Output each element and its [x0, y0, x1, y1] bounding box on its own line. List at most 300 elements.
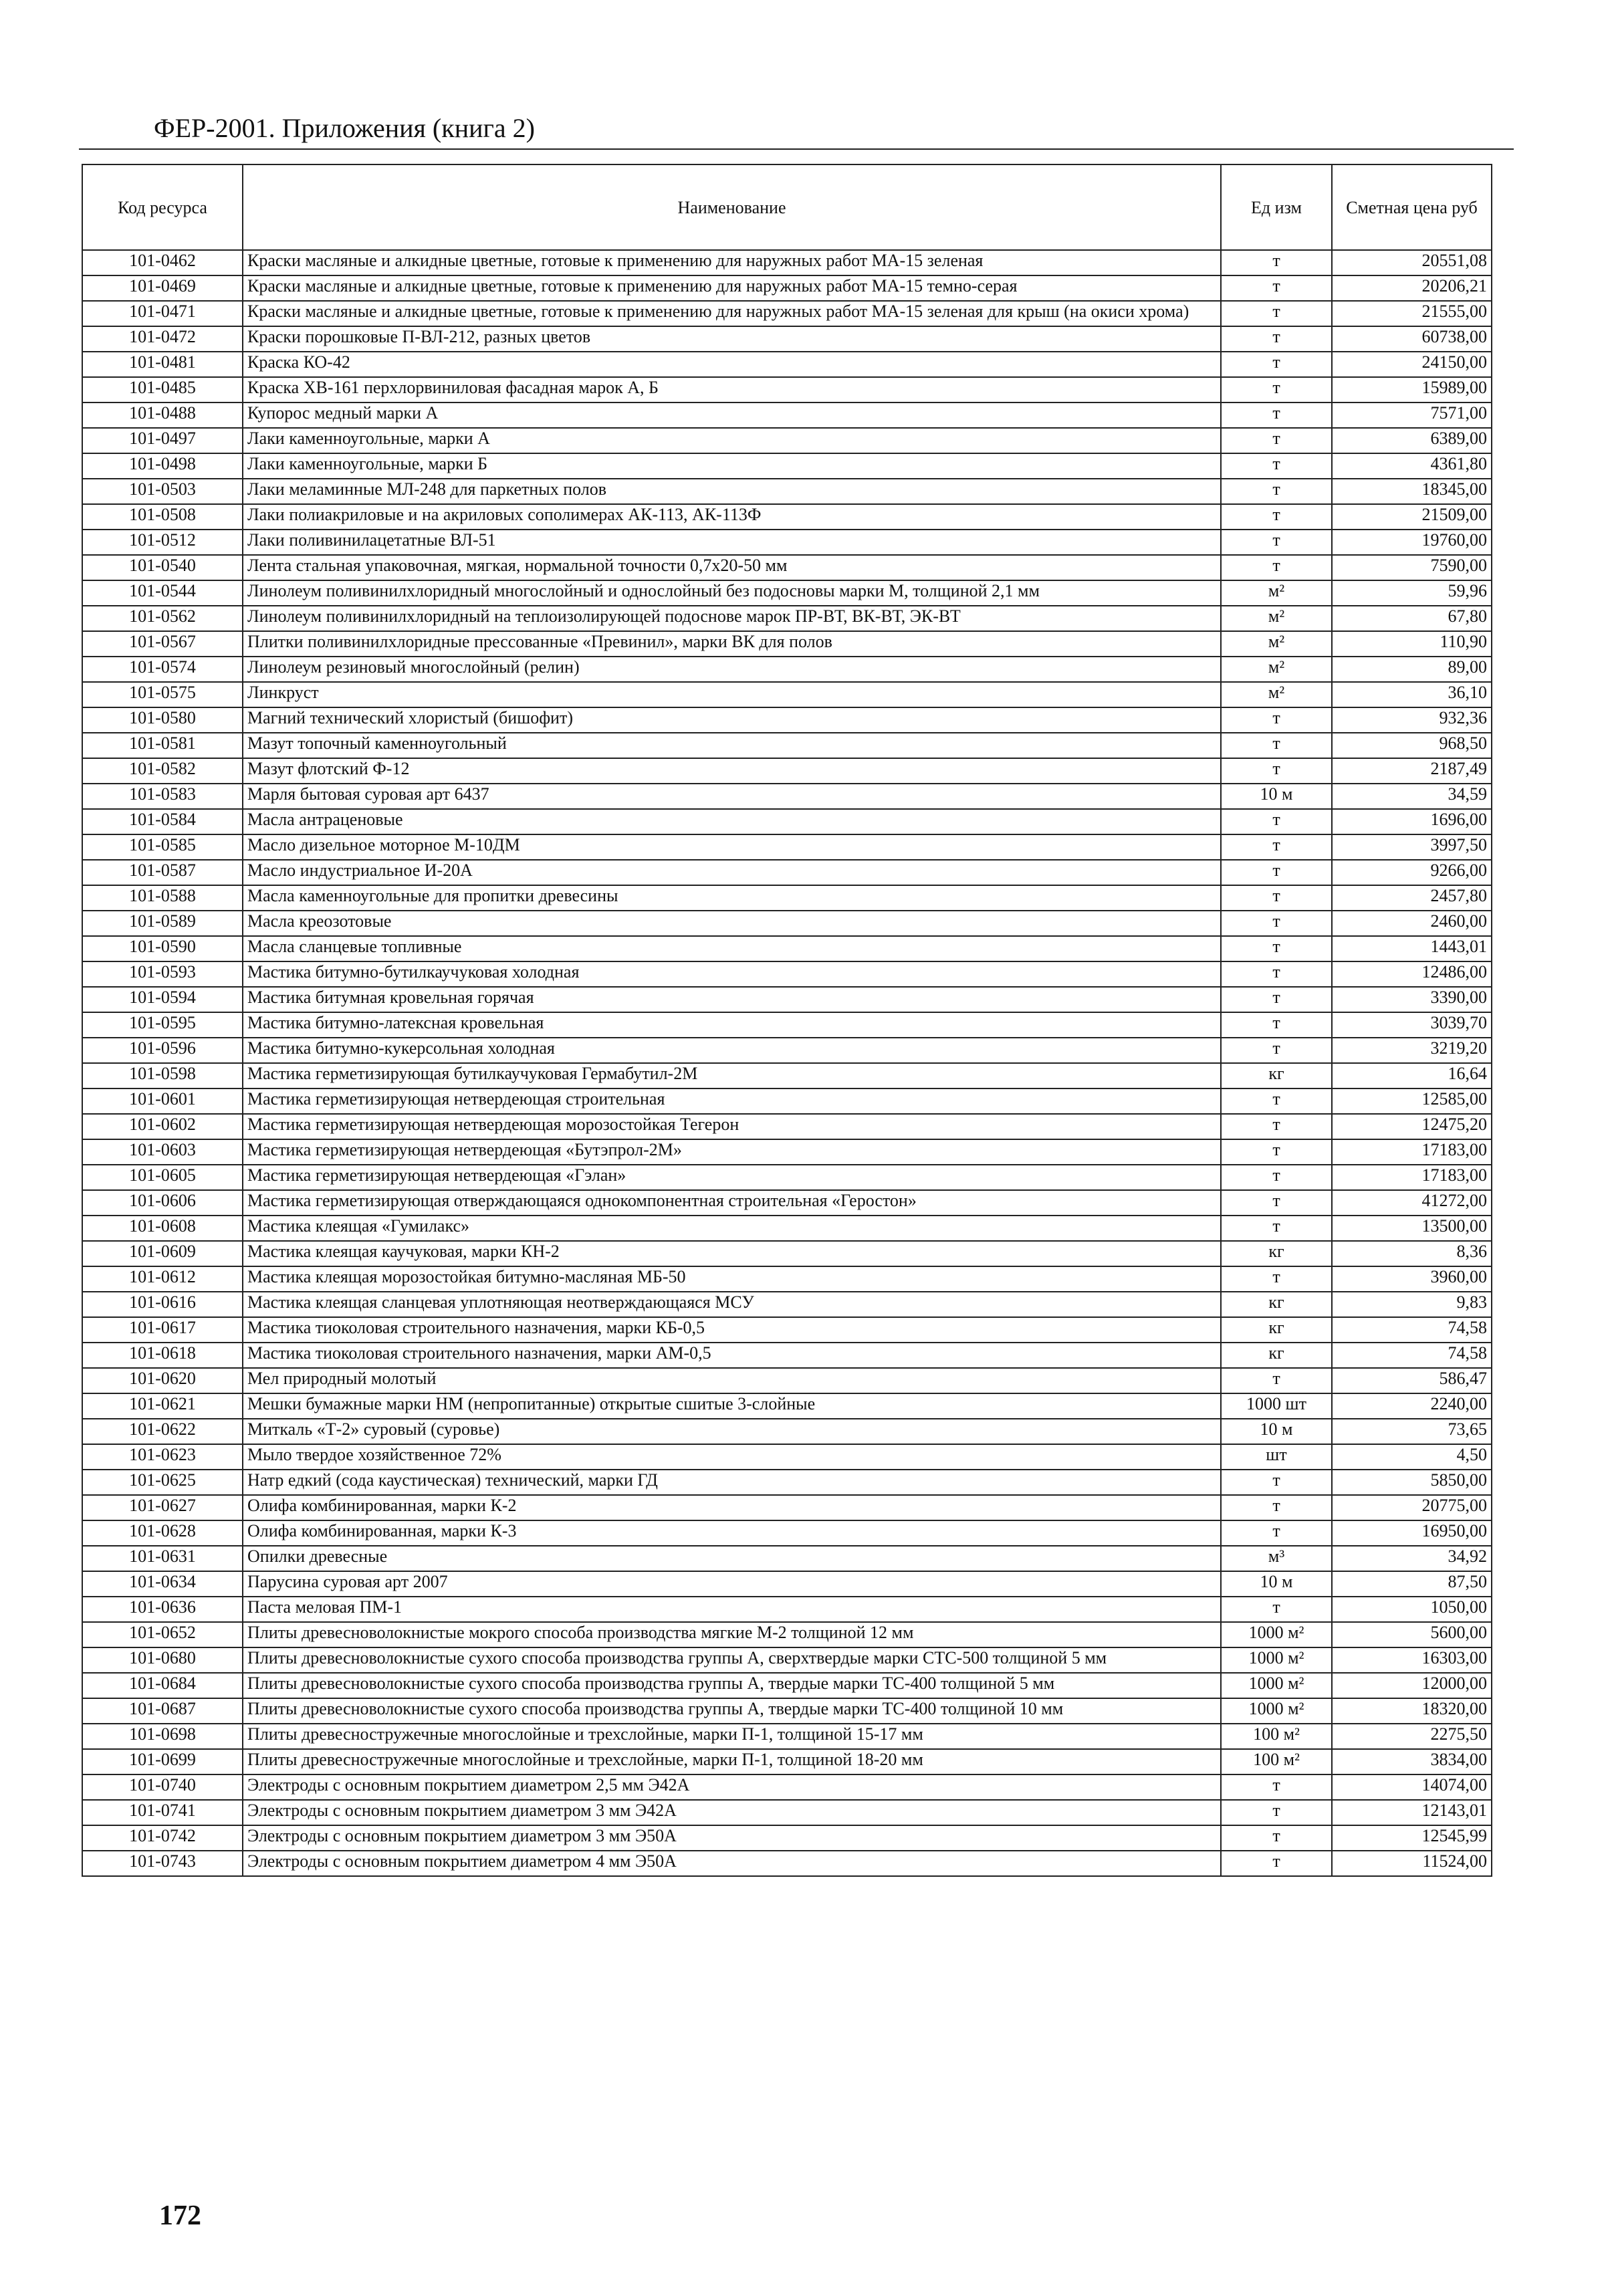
cell-price: 73,65: [1332, 1419, 1492, 1444]
cell-unit: 1000 м²: [1221, 1698, 1332, 1724]
cell-name: Мастика герметизирующая отверждающаяся однокомпонентная строительная «Геростон»: [243, 1190, 1221, 1216]
cell-name: Купорос медный марки А: [243, 403, 1221, 428]
cell-name: Мастика клеящая «Гумилакс»: [243, 1216, 1221, 1241]
cell-price: 17183,00: [1332, 1165, 1492, 1190]
table-row: [82, 961, 1492, 987]
cell-code: 101-0620: [82, 1368, 243, 1393]
cell-unit: кг: [1221, 1241, 1332, 1266]
cell-name: Лаки каменноугольные, марки А: [243, 428, 1221, 453]
cell-name: Электроды с основным покрытием диаметром 3 мм Э42А: [243, 1800, 1221, 1825]
cell-unit: т: [1221, 1368, 1332, 1393]
table-row: [82, 1063, 1492, 1088]
table-row: [82, 911, 1492, 936]
cell-price: 12000,00: [1332, 1673, 1492, 1698]
cell-code: 101-0628: [82, 1520, 243, 1546]
cell-code: 101-0562: [82, 606, 243, 631]
cell-name: Масла каменноугольные для пропитки древесины: [243, 885, 1221, 911]
table-row: [82, 733, 1492, 758]
cell-name: Мыло твердое хозяйственное 72%: [243, 1444, 1221, 1470]
cell-name: Мастика герметизирующая нетвердеющая «Гэлан»: [243, 1165, 1221, 1190]
cell-unit: т: [1221, 479, 1332, 504]
cell-code: 101-0622: [82, 1419, 243, 1444]
cell-code: 101-0544: [82, 580, 243, 606]
cell-unit: т: [1221, 555, 1332, 580]
cell-unit: 10 м: [1221, 784, 1332, 809]
cell-price: 110,90: [1332, 631, 1492, 657]
table-row: [82, 1012, 1492, 1038]
cell-name: Парусина суровая арт 2007: [243, 1571, 1221, 1597]
page-header-title: ФЕР-2001. Приложения (книга 2): [154, 113, 535, 143]
cell-price: 16950,00: [1332, 1520, 1492, 1546]
cell-name: Плитки поливинилхлоридные прессованные «Превинил», марки ВК для полов: [243, 631, 1221, 657]
cell-unit: 1000 м²: [1221, 1622, 1332, 1647]
cell-unit: т: [1221, 1190, 1332, 1216]
cell-name: Мастика клеящая каучуковая, марки КН-2: [243, 1241, 1221, 1266]
table-row: [82, 1190, 1492, 1216]
table-row: [82, 657, 1492, 682]
cell-price: 74,58: [1332, 1317, 1492, 1343]
cell-unit: т: [1221, 1266, 1332, 1292]
cell-price: 3039,70: [1332, 1012, 1492, 1038]
table-row: [82, 555, 1492, 580]
cell-code: 101-0593: [82, 961, 243, 987]
cell-unit: т: [1221, 1470, 1332, 1495]
cell-code: 101-0612: [82, 1266, 243, 1292]
table-row: [82, 428, 1492, 453]
cell-price: 14074,00: [1332, 1774, 1492, 1800]
cell-name: Натр едкий (сода каустическая) технический, марки ГД: [243, 1470, 1221, 1495]
cell-price: 932,36: [1332, 707, 1492, 733]
cell-unit: т: [1221, 834, 1332, 860]
cell-price: 4,50: [1332, 1444, 1492, 1470]
cell-name: Лаки каменноугольные, марки Б: [243, 453, 1221, 479]
table-row: [82, 936, 1492, 961]
cell-price: 3390,00: [1332, 987, 1492, 1012]
cell-price: 74,58: [1332, 1343, 1492, 1368]
cell-code: 101-0584: [82, 809, 243, 834]
cell-name: Олифа комбинированная, марки К-2: [243, 1495, 1221, 1520]
cell-price: 21555,00: [1332, 301, 1492, 326]
cell-code: 101-0594: [82, 987, 243, 1012]
cell-unit: т: [1221, 809, 1332, 834]
cell-unit: 1000 м²: [1221, 1647, 1332, 1673]
table-row: [82, 530, 1492, 555]
cell-price: 586,47: [1332, 1368, 1492, 1393]
cell-unit: кг: [1221, 1343, 1332, 1368]
table-row: [82, 1749, 1492, 1774]
column-header-name: Наименование: [243, 164, 1221, 250]
cell-price: 1050,00: [1332, 1597, 1492, 1622]
cell-unit: т: [1221, 352, 1332, 377]
cell-price: 15989,00: [1332, 377, 1492, 403]
cell-price: 18345,00: [1332, 479, 1492, 504]
cell-code: 101-0512: [82, 530, 243, 555]
table-row: [82, 1495, 1492, 1520]
cell-price: 2460,00: [1332, 911, 1492, 936]
cell-code: 101-0680: [82, 1647, 243, 1673]
cell-name: Мастика клеящая сланцевая уплотняющая неотверждающаяся МСУ: [243, 1292, 1221, 1317]
cell-price: 67,80: [1332, 606, 1492, 631]
cell-code: 101-0618: [82, 1343, 243, 1368]
cell-name: Мастика битумно-бутилкаучуковая холодная: [243, 961, 1221, 987]
cell-code: 101-0602: [82, 1114, 243, 1139]
cell-unit: м²: [1221, 580, 1332, 606]
table-row: [82, 1520, 1492, 1546]
cell-code: 101-0567: [82, 631, 243, 657]
cell-price: 6389,00: [1332, 428, 1492, 453]
cell-code: 101-0606: [82, 1190, 243, 1216]
cell-unit: т: [1221, 1597, 1332, 1622]
cell-code: 101-0684: [82, 1673, 243, 1698]
cell-price: 2457,80: [1332, 885, 1492, 911]
cell-name: Масла сланцевые топливные: [243, 936, 1221, 961]
cell-price: 34,92: [1332, 1546, 1492, 1571]
table-row: [82, 504, 1492, 530]
cell-unit: т: [1221, 250, 1332, 275]
cell-name: Масла креозотовые: [243, 911, 1221, 936]
cell-price: 12545,99: [1332, 1825, 1492, 1851]
table-row: [82, 834, 1492, 860]
table-row: [82, 1444, 1492, 1470]
page-number: 172: [159, 2200, 201, 2231]
cell-name: Мастика битумно-латексная кровельная: [243, 1012, 1221, 1038]
cell-price: 9,83: [1332, 1292, 1492, 1317]
cell-name: Опилки древесные: [243, 1546, 1221, 1571]
cell-unit: т: [1221, 1800, 1332, 1825]
cell-code: 101-0621: [82, 1393, 243, 1419]
table-row: [82, 1851, 1492, 1876]
cell-price: 7590,00: [1332, 555, 1492, 580]
table-row: [82, 403, 1492, 428]
cell-price: 8,36: [1332, 1241, 1492, 1266]
cell-price: 3219,20: [1332, 1038, 1492, 1063]
cell-unit: т: [1221, 301, 1332, 326]
cell-unit: т: [1221, 377, 1332, 403]
cell-code: 101-0598: [82, 1063, 243, 1088]
cell-unit: кг: [1221, 1317, 1332, 1343]
cell-name: Электроды с основным покрытием диаметром 2,5 мм Э42А: [243, 1774, 1221, 1800]
cell-unit: т: [1221, 1088, 1332, 1114]
cell-code: 101-0481: [82, 352, 243, 377]
cell-name: Масло индустриальное И-20А: [243, 860, 1221, 885]
table-row: [82, 606, 1492, 631]
cell-code: 101-0485: [82, 377, 243, 403]
cell-name: Мастика герметизирующая нетвердеющая морозостойкая Тегерон: [243, 1114, 1221, 1139]
cell-unit: т: [1221, 1114, 1332, 1139]
cell-unit: 10 м: [1221, 1571, 1332, 1597]
cell-name: Миткаль «Т-2» суровый (суровье): [243, 1419, 1221, 1444]
cell-code: 101-0595: [82, 1012, 243, 1038]
cell-price: 17183,00: [1332, 1139, 1492, 1165]
table-row: [82, 301, 1492, 326]
table-row: [82, 860, 1492, 885]
cell-name: Паста меловая ПМ-1: [243, 1597, 1221, 1622]
cell-name: Краска КО-42: [243, 352, 1221, 377]
cell-price: 5600,00: [1332, 1622, 1492, 1647]
table-row: [82, 377, 1492, 403]
cell-unit: м²: [1221, 682, 1332, 707]
cell-price: 3997,50: [1332, 834, 1492, 860]
cell-price: 24150,00: [1332, 352, 1492, 377]
cell-price: 2187,49: [1332, 758, 1492, 784]
cell-unit: т: [1221, 275, 1332, 301]
table-row: [82, 1114, 1492, 1139]
cell-unit: т: [1221, 403, 1332, 428]
cell-code: 101-0590: [82, 936, 243, 961]
cell-code: 101-0508: [82, 504, 243, 530]
cell-code: 101-0471: [82, 301, 243, 326]
cell-name: Мешки бумажные марки НМ (непропитанные) открытые сшитые 3-слойные: [243, 1393, 1221, 1419]
cell-price: 5850,00: [1332, 1470, 1492, 1495]
table-row: [82, 1368, 1492, 1393]
cell-price: 12143,01: [1332, 1800, 1492, 1825]
cell-unit: т: [1221, 758, 1332, 784]
table-row: [82, 1647, 1492, 1673]
cell-name: Марля бытовая суровая арт 6437: [243, 784, 1221, 809]
cell-code: 101-0580: [82, 707, 243, 733]
cell-price: 19760,00: [1332, 530, 1492, 555]
cell-unit: 1000 м²: [1221, 1673, 1332, 1698]
cell-name: Краски масляные и алкидные цветные, готовые к применению для наружных работ МА-15 темно-серая: [243, 275, 1221, 301]
cell-name: Мастика клеящая морозостойкая битумно-масляная МБ-50: [243, 1266, 1221, 1292]
cell-code: 101-0742: [82, 1825, 243, 1851]
cell-unit: т: [1221, 860, 1332, 885]
cell-name: Масло дизельное моторное М-10ДМ: [243, 834, 1221, 860]
cell-price: 2240,00: [1332, 1393, 1492, 1419]
table-row: [82, 1470, 1492, 1495]
cell-unit: т: [1221, 1774, 1332, 1800]
table-row: [82, 1343, 1492, 1368]
cell-name: Мастика герметизирующая нетвердеющая «Бутэпрол-2М»: [243, 1139, 1221, 1165]
cell-code: 101-0472: [82, 326, 243, 352]
cell-code: 101-0740: [82, 1774, 243, 1800]
cell-unit: 100 м²: [1221, 1749, 1332, 1774]
cell-code: 101-0540: [82, 555, 243, 580]
table-row: [82, 1597, 1492, 1622]
table-row: [82, 1825, 1492, 1851]
cell-code: 101-0575: [82, 682, 243, 707]
cell-name: Олифа комбинированная, марки К-3: [243, 1520, 1221, 1546]
table-row: [82, 1774, 1492, 1800]
table-row: [82, 580, 1492, 606]
table-row: [82, 1571, 1492, 1597]
cell-name: Краски масляные и алкидные цветные, готовые к применению для наружных работ МА-15 зеленая для крыш (на окиси хрома): [243, 301, 1221, 326]
cell-unit: т: [1221, 1825, 1332, 1851]
cell-name: Плиты древесностружечные многослойные и трехслойные, марки П-1, толщиной 18-20 мм: [243, 1749, 1221, 1774]
cell-price: 87,50: [1332, 1571, 1492, 1597]
cell-code: 101-0574: [82, 657, 243, 682]
table-row: [82, 275, 1492, 301]
cell-unit: кг: [1221, 1063, 1332, 1088]
cell-price: 11524,00: [1332, 1851, 1492, 1876]
cell-code: 101-0601: [82, 1088, 243, 1114]
table-row: [82, 1317, 1492, 1343]
cell-unit: т: [1221, 1139, 1332, 1165]
cell-price: 20551,08: [1332, 250, 1492, 275]
column-header-code: Код ресурса: [82, 164, 243, 250]
cell-unit: м³: [1221, 1546, 1332, 1571]
cell-code: 101-0488: [82, 403, 243, 428]
cell-unit: т: [1221, 453, 1332, 479]
cell-price: 20775,00: [1332, 1495, 1492, 1520]
cell-name: Электроды с основным покрытием диаметром 3 мм Э50А: [243, 1825, 1221, 1851]
cell-code: 101-0609: [82, 1241, 243, 1266]
cell-name: Плиты древесноволокнистые мокрого способа производства мягкие М-2 толщиной 12 мм: [243, 1622, 1221, 1647]
cell-code: 101-0631: [82, 1546, 243, 1571]
table-row: [82, 453, 1492, 479]
cell-unit: шт: [1221, 1444, 1332, 1470]
cell-unit: 10 м: [1221, 1419, 1332, 1444]
price-table-body: [82, 250, 1492, 1876]
cell-price: 12585,00: [1332, 1088, 1492, 1114]
cell-unit: 1000 шт: [1221, 1393, 1332, 1419]
cell-price: 13500,00: [1332, 1216, 1492, 1241]
cell-name: Линолеум поливинилхлоридный на теплоизолирующей подоснове марок ПР-ВТ, ВК-ВТ, ЭК-ВТ: [243, 606, 1221, 631]
table-row: [82, 1266, 1492, 1292]
table-row: [82, 1673, 1492, 1698]
cell-name: Мазут топочный каменноугольный: [243, 733, 1221, 758]
cell-name: Краска ХВ-161 перхлорвиниловая фасадная марок А, Б: [243, 377, 1221, 403]
cell-code: 101-0596: [82, 1038, 243, 1063]
cell-name: Плиты древесноволокнистые сухого способа производства группы А, сверхтвердые марки СТС-500 толщиной 5 мм: [243, 1647, 1221, 1673]
cell-name: Мастика тиоколовая строительного назначения, марки АМ-0,5: [243, 1343, 1221, 1368]
cell-name: Краски порошковые П-ВЛ-212, разных цветов: [243, 326, 1221, 352]
cell-unit: м²: [1221, 606, 1332, 631]
cell-price: 60738,00: [1332, 326, 1492, 352]
cell-price: 12475,20: [1332, 1114, 1492, 1139]
cell-unit: т: [1221, 936, 1332, 961]
table-row: [82, 784, 1492, 809]
cell-code: 101-0497: [82, 428, 243, 453]
cell-code: 101-0608: [82, 1216, 243, 1241]
cell-code: 101-0462: [82, 250, 243, 275]
table-row: [82, 1724, 1492, 1749]
cell-code: 101-0588: [82, 885, 243, 911]
column-header-unit: Ед изм: [1221, 164, 1332, 250]
cell-unit: т: [1221, 1216, 1332, 1241]
cell-unit: т: [1221, 961, 1332, 987]
cell-code: 101-0503: [82, 479, 243, 504]
cell-price: 18320,00: [1332, 1698, 1492, 1724]
cell-price: 4361,80: [1332, 453, 1492, 479]
table-row: [82, 1546, 1492, 1571]
cell-name: Мазут флотский Ф-12: [243, 758, 1221, 784]
table-row: [82, 1292, 1492, 1317]
cell-unit: м²: [1221, 657, 1332, 682]
cell-code: 101-0589: [82, 911, 243, 936]
cell-code: 101-0587: [82, 860, 243, 885]
cell-code: 101-0687: [82, 1698, 243, 1724]
cell-name: Краски масляные и алкидные цветные, готовые к применению для наружных работ МА-15 зеленая: [243, 250, 1221, 275]
cell-name: Мастика битумная кровельная горячая: [243, 987, 1221, 1012]
cell-name: Лаки меламинные МЛ-248 для паркетных полов: [243, 479, 1221, 504]
table-row: [82, 1216, 1492, 1241]
cell-code: 101-0743: [82, 1851, 243, 1876]
cell-code: 101-0625: [82, 1470, 243, 1495]
cell-price: 21509,00: [1332, 504, 1492, 530]
cell-code: 101-0498: [82, 453, 243, 479]
cell-code: 101-0581: [82, 733, 243, 758]
cell-unit: т: [1221, 1520, 1332, 1546]
cell-price: 3960,00: [1332, 1266, 1492, 1292]
cell-code: 101-0699: [82, 1749, 243, 1774]
cell-price: 2275,50: [1332, 1724, 1492, 1749]
cell-unit: т: [1221, 987, 1332, 1012]
cell-name: Лента стальная упаковочная, мягкая, нормальной точности 0,7х20-50 мм: [243, 555, 1221, 580]
table-row: [82, 250, 1492, 275]
cell-code: 101-0585: [82, 834, 243, 860]
table-row: [82, 1622, 1492, 1647]
cell-unit: т: [1221, 707, 1332, 733]
cell-name: Электроды с основным покрытием диаметром 4 мм Э50А: [243, 1851, 1221, 1876]
cell-code: 101-0636: [82, 1597, 243, 1622]
cell-unit: т: [1221, 885, 1332, 911]
cell-name: Линолеум резиновый многослойный (релин): [243, 657, 1221, 682]
cell-price: 7571,00: [1332, 403, 1492, 428]
cell-unit: т: [1221, 911, 1332, 936]
cell-unit: т: [1221, 326, 1332, 352]
table-row: [82, 479, 1492, 504]
cell-price: 1443,01: [1332, 936, 1492, 961]
cell-price: 16303,00: [1332, 1647, 1492, 1673]
table-row: [82, 885, 1492, 911]
table-row: [82, 987, 1492, 1012]
cell-price: 34,59: [1332, 784, 1492, 809]
cell-unit: кг: [1221, 1292, 1332, 1317]
cell-name: Магний технический хлористый (бишофит): [243, 707, 1221, 733]
column-header-price: Сметная цена руб: [1332, 164, 1492, 250]
cell-unit: т: [1221, 733, 1332, 758]
cell-price: 20206,21: [1332, 275, 1492, 301]
cell-code: 101-0617: [82, 1317, 243, 1343]
cell-code: 101-0605: [82, 1165, 243, 1190]
table-row: [82, 809, 1492, 834]
cell-name: Лаки полиакриловые и на акриловых сополимерах АК-113, АК-113Ф: [243, 504, 1221, 530]
cell-unit: т: [1221, 1038, 1332, 1063]
cell-code: 101-0698: [82, 1724, 243, 1749]
cell-price: 59,96: [1332, 580, 1492, 606]
cell-name: Мел природный молотый: [243, 1368, 1221, 1393]
table-row: [82, 352, 1492, 377]
cell-code: 101-0652: [82, 1622, 243, 1647]
cell-name: Мастика тиоколовая строительного назначения, марки КБ-0,5: [243, 1317, 1221, 1343]
cell-code: 101-0469: [82, 275, 243, 301]
cell-code: 101-0634: [82, 1571, 243, 1597]
cell-unit: т: [1221, 1495, 1332, 1520]
cell-price: 3834,00: [1332, 1749, 1492, 1774]
cell-code: 101-0582: [82, 758, 243, 784]
cell-name: Мастика герметизирующая нетвердеющая строительная: [243, 1088, 1221, 1114]
table-row: [82, 1241, 1492, 1266]
cell-code: 101-0616: [82, 1292, 243, 1317]
cell-unit: т: [1221, 1851, 1332, 1876]
cell-name: Мастика битумно-кукерсольная холодная: [243, 1038, 1221, 1063]
table-row: [82, 631, 1492, 657]
cell-price: 9266,00: [1332, 860, 1492, 885]
cell-price: 41272,00: [1332, 1190, 1492, 1216]
cell-code: 101-0741: [82, 1800, 243, 1825]
table-row: [82, 1393, 1492, 1419]
cell-name: Плиты древесностружечные многослойные и трехслойные, марки П-1, толщиной 15-17 мм: [243, 1724, 1221, 1749]
table-row: [82, 1698, 1492, 1724]
cell-name: Масла антраценовые: [243, 809, 1221, 834]
cell-unit: т: [1221, 1165, 1332, 1190]
cell-code: 101-0603: [82, 1139, 243, 1165]
table-row: [82, 1419, 1492, 1444]
cell-unit: т: [1221, 504, 1332, 530]
table-row: [82, 1139, 1492, 1165]
cell-price: 36,10: [1332, 682, 1492, 707]
